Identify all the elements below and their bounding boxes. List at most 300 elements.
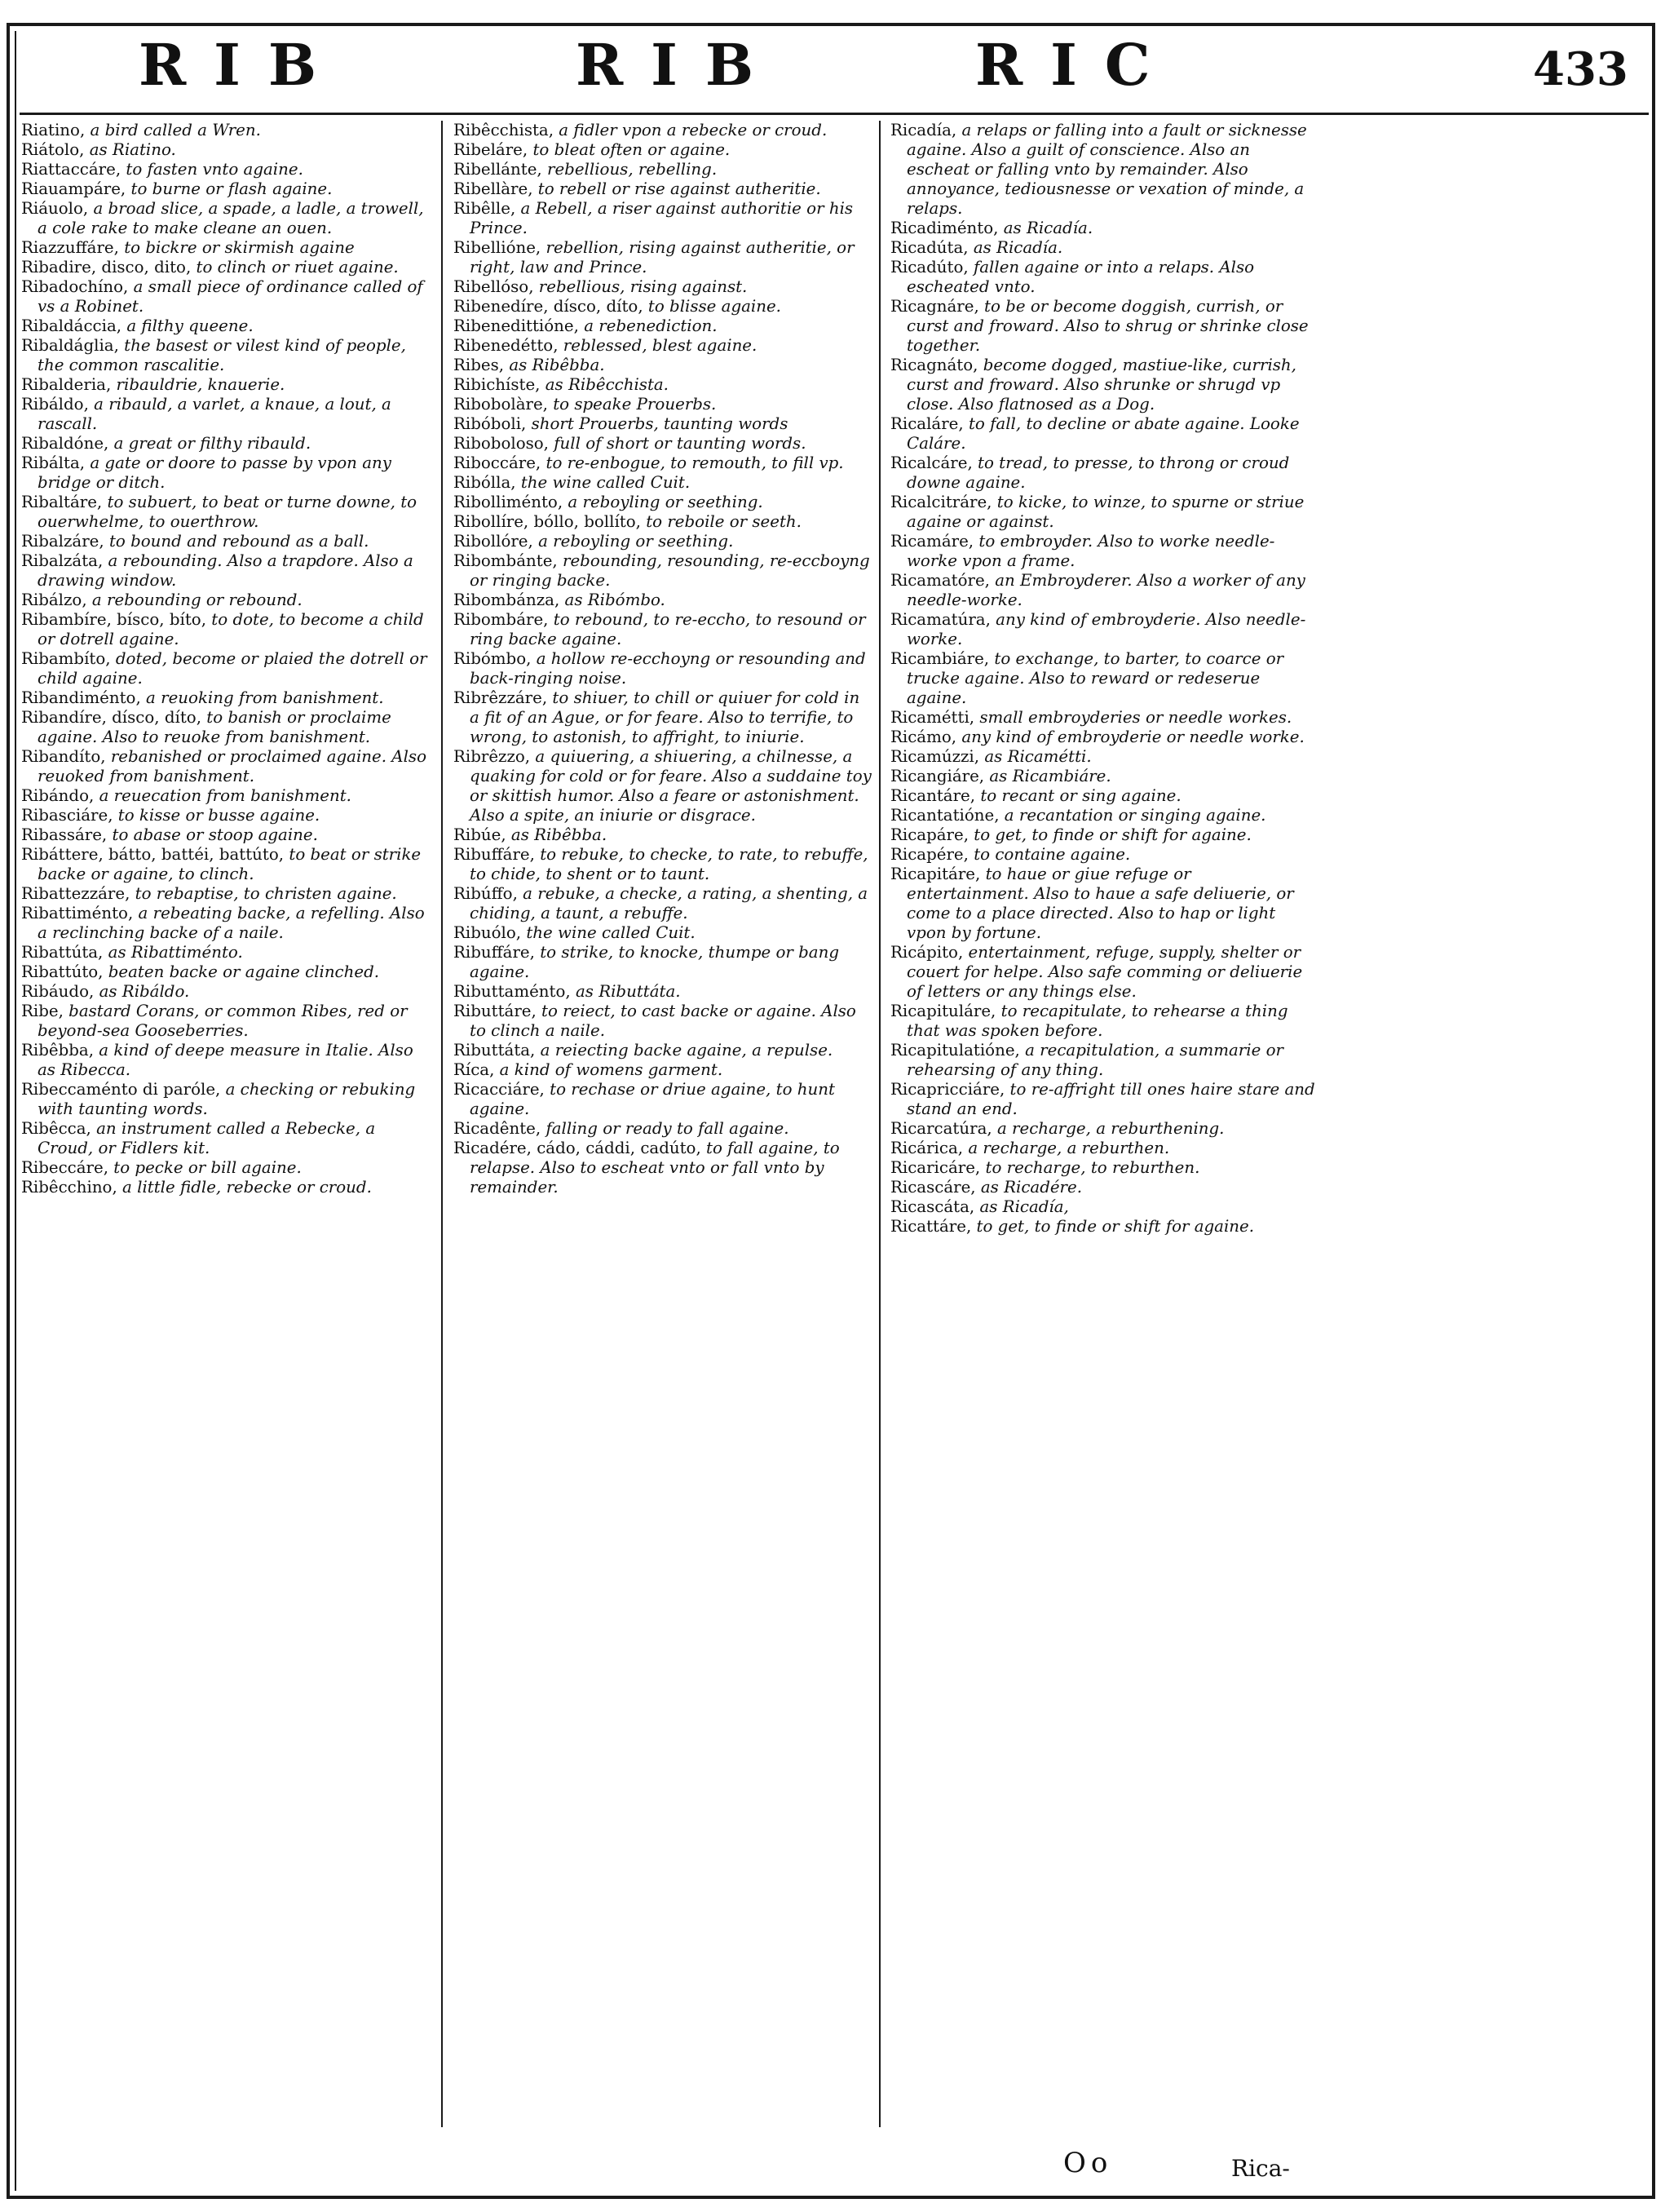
definition: falling or ready to fall againe.: [541, 1119, 789, 1138]
headword: Ricascáta,: [890, 1197, 975, 1216]
dictionary-entry: [453, 375, 872, 395]
definition: to speake Prouerbs.: [547, 395, 717, 414]
column-1: [21, 121, 434, 2135]
definition: an instrument called a Rebecke, a Croud, or Fidlers kit.: [38, 1119, 376, 1157]
headword: Ricapituláre,: [890, 1002, 996, 1020]
dictionary-entry: [453, 747, 872, 825]
headword: Ricaricáre,: [890, 1158, 981, 1177]
headword: Riátolo,: [21, 140, 85, 159]
headword: Ricárica,: [890, 1139, 964, 1157]
dictionary-entry: [21, 1119, 434, 1158]
dictionary-entry: [453, 238, 872, 277]
dictionary-entry: [453, 473, 872, 493]
headword: Ricagnáto,: [890, 356, 978, 374]
headword: Ribrêzzo,: [453, 747, 531, 766]
dictionary-entry: [21, 825, 434, 845]
definition: bastard Corans, or common Ribes, red or beyond-sea Gooseberries.: [38, 1002, 408, 1040]
definition: as Ricadía,: [974, 1197, 1069, 1216]
dictionary-entry: [890, 219, 1318, 238]
dictionary-entry: [890, 610, 1318, 649]
dictionary-entry: [21, 1002, 434, 1041]
definition: as Ricadére.: [975, 1178, 1083, 1197]
definition: to rebuke, to checke, to rate, to rebuffe, to chide, to shent or to taunt.: [470, 845, 868, 883]
dictionary-entry: [21, 532, 434, 551]
dictionary-entry: [21, 1080, 434, 1119]
dictionary-entry: [453, 493, 872, 512]
headword: Ricadiménto,: [890, 219, 999, 237]
definition: rebellion, rising against autheritie, or right, law and Prince.: [470, 238, 855, 276]
dictionary-entry: [453, 591, 872, 610]
definition: rebounding, resounding, re-eccboyng or ringing backe.: [470, 551, 870, 590]
definition: a rebenediction.: [578, 316, 718, 335]
headword: Ribandiménto,: [21, 688, 141, 707]
headword: Ribattúto,: [21, 962, 104, 981]
definition: a ribauld, a varlet, a knaue, a lout, a rascall.: [38, 395, 391, 433]
definition: to rebaptise, to christen againe.: [130, 884, 397, 903]
definition: rebanished or proclaimed againe. Also reuoked from banishment.: [38, 747, 426, 785]
definition: as Ribáldo.: [94, 982, 190, 1001]
headword: Ricagnáre,: [890, 297, 979, 316]
definition: to re-enbogue, to remouth, to fill vp.: [541, 453, 844, 472]
dictionary-entry: [890, 238, 1318, 258]
dictionary-entry: [21, 336, 434, 375]
headword: Ribólla,: [453, 473, 516, 492]
dictionary-entry: [890, 1080, 1318, 1119]
definition: a rebounding or rebound.: [86, 591, 303, 609]
dictionary-entry: [453, 395, 872, 414]
definition: an Embroyderer. Also a worker of any needle-worke.: [907, 571, 1305, 609]
dictionary-entry: [21, 199, 434, 238]
dictionary-entry: [21, 904, 434, 943]
dictionary-entry: [21, 551, 434, 591]
definition: as Ricadía.: [968, 238, 1063, 257]
definition: a hollow re-ecchoyng or resounding and back-ringing noise.: [470, 649, 866, 688]
definition: to recapitulate, to rehearse a thing that was spoken before.: [907, 1002, 1288, 1040]
dictionary-entry: [890, 1158, 1318, 1178]
headword: Ricápito,: [890, 943, 964, 962]
definition: to fall againe, to relapse. Also to escheat vnto or fall vnto by remainder.: [470, 1139, 840, 1197]
dictionary-entry: [453, 160, 872, 179]
definition: as Ribattiménto.: [103, 943, 243, 962]
dictionary-entry: [453, 610, 872, 649]
headword: Ricamúzzi,: [890, 747, 980, 766]
headword: Ribáttere, bátto, battéi, battúto,: [21, 845, 285, 864]
column-divider-1: [441, 121, 443, 2127]
headword: Ribellánte,: [453, 160, 542, 179]
definition: rebellious, rebelling.: [541, 160, 718, 179]
definition: to embroyder. Also to worke needle-worke vpon a frame.: [907, 532, 1275, 570]
headword: Ribollóre,: [453, 532, 533, 551]
headword: Ribómbo,: [453, 649, 532, 668]
headword: Ribúe,: [453, 825, 506, 844]
headword: Ribáudo,: [21, 982, 95, 1001]
headword: Ribúffo,: [453, 884, 518, 903]
dictionary-entry: [453, 551, 872, 591]
dictionary-entry: [21, 375, 434, 395]
page-number: 433: [1533, 42, 1628, 96]
headword: Ribombánza,: [453, 591, 560, 609]
definition: to rebound, to re-eccho, to resound or ring backe againe.: [470, 610, 866, 648]
headword: Ribálzo,: [21, 591, 87, 609]
definition: to tread, to presse, to throng or croud downe againe.: [907, 453, 1290, 492]
definition: a relaps or falling into a fault or sicknesse againe. Also a guilt of conscience. Also an escheat or falling vnto by remainder. Also annoyance, tediousnesse or vexation of minde, a relaps.: [907, 121, 1307, 218]
dictionary-entry: [453, 649, 872, 688]
definition: ribauldrie, knauerie.: [111, 375, 285, 394]
definition: to abase or stoop againe.: [107, 825, 318, 844]
definition: the basest or vilest kind of people, the common rascalitie.: [38, 336, 406, 374]
dictionary-entry: [21, 610, 434, 649]
dictionary-entry: [890, 258, 1318, 297]
definition: full of short or taunting words.: [548, 434, 806, 453]
dictionary-entry: [890, 1197, 1318, 1217]
headword: Ricattáre,: [890, 1217, 972, 1236]
headword: Ricalcitráre,: [890, 493, 992, 511]
headword: Ribêcchista,: [453, 121, 554, 139]
dictionary-entry: [453, 1041, 872, 1060]
headword: Ricalcáre,: [890, 453, 973, 472]
definition: to pecke or bill againe.: [108, 1158, 302, 1177]
dictionary-entry: [890, 865, 1318, 943]
definition: to bound and rebound as a ball.: [104, 532, 369, 551]
headword: Ribalzáta,: [21, 551, 104, 570]
definition: a recharge, a reburthening.: [992, 1119, 1225, 1138]
headword: Riazzuffáre,: [21, 238, 119, 257]
dictionary-entry: [453, 1060, 872, 1080]
dictionary-entry: [453, 1080, 872, 1119]
headword: Ribolliménto,: [453, 493, 563, 511]
headword: Ribêbba,: [21, 1041, 94, 1060]
dictionary-entry: [21, 591, 434, 610]
definition: to reboile or seeth.: [640, 512, 802, 531]
headword: Ricamatúra,: [890, 610, 991, 629]
headword: Ribenedittióne,: [453, 316, 579, 335]
dictionary-entry: [21, 649, 434, 688]
definition: a reboyling or seething.: [563, 493, 763, 511]
dictionary-entry: [21, 708, 434, 747]
headword: Ribenedétto,: [453, 336, 559, 355]
dictionary-entry: [890, 297, 1318, 356]
headword: Ricadére, cádo, cáddi, cadúto,: [453, 1139, 701, 1157]
dictionary-entry: [453, 453, 872, 473]
dictionary-entry: [453, 1119, 872, 1139]
dictionary-entry: [890, 1178, 1318, 1197]
definition: to clinch or riuet againe.: [191, 258, 399, 276]
dictionary-entry: [453, 532, 872, 551]
definition: to burne or flash againe.: [126, 179, 333, 198]
definition: entertainment, refuge, supply, shelter or couert for helpe. Also safe comming or deliuerie of letters or any things else.: [907, 943, 1303, 1001]
headword: Ribuffáre,: [453, 845, 535, 864]
headword: Ribombánte,: [453, 551, 558, 570]
definition: a recantation or singing againe.: [999, 806, 1266, 825]
dictionary-entry: [21, 806, 434, 825]
definition: a reiecting backe againe, a repulse.: [535, 1041, 833, 1060]
definition: a reboyling or seething.: [532, 532, 734, 551]
definition: to exchange, to barter, to coarce or trucke againe. Also to reward or redeserue againe.: [907, 649, 1284, 707]
dictionary-entry: [21, 179, 434, 199]
headword: Ribe,: [21, 1002, 64, 1020]
definition: beaten backe or againe clinched.: [103, 962, 380, 981]
dictionary-entry: [21, 121, 434, 140]
headword: Ribóboli,: [453, 414, 527, 433]
headword: Ribasciáre,: [21, 806, 113, 825]
dictionary-entry: [453, 277, 872, 297]
dictionary-entry: [890, 1217, 1318, 1237]
headword: Ricacciáre,: [453, 1080, 545, 1099]
headword: Ricarcatúra,: [890, 1119, 992, 1138]
dictionary-entry: [890, 649, 1318, 708]
headword: Riattaccáre,: [21, 160, 121, 179]
definition: to fall, to decline or abate againe. Looke Caláre.: [907, 414, 1300, 453]
headword: Ricaláre,: [890, 414, 964, 433]
dictionary-entry: [21, 786, 434, 806]
dictionary-entry: [453, 1002, 872, 1041]
dictionary-entry: [890, 1119, 1318, 1139]
definition: to strike, to knocke, thumpe or bang againe.: [470, 943, 839, 981]
dictionary-entry: [453, 140, 872, 160]
running-head-left: RIB: [139, 31, 345, 99]
headword: Ribálta,: [21, 453, 86, 472]
definition: a little fidle, rebecke or croud.: [117, 1178, 372, 1197]
dictionary-entry: [890, 767, 1318, 786]
dictionary-entry: [21, 1158, 434, 1178]
headword: Ricapitáre,: [890, 865, 981, 883]
dictionary-entry: [453, 179, 872, 199]
headword: Ribandíto,: [21, 747, 106, 766]
headword: Ricapricciáre,: [890, 1080, 1005, 1099]
definition: small embroyderies or needle workes.: [974, 708, 1292, 727]
definition: to get, to finde or shift for againe.: [969, 825, 1252, 844]
dictionary-entry: [890, 825, 1318, 845]
definition: to bleat often or againe.: [528, 140, 731, 159]
dictionary-entry: [453, 1139, 872, 1197]
definition: as Riatino.: [84, 140, 176, 159]
dictionary-entry: [890, 1041, 1318, 1080]
definition: to shiuer, to chill or quiuer for cold in a fit of an Ague, or for feare. Also to terrifie, to wrong, to astonish, to affright, to iniurie.: [470, 688, 860, 746]
headword: Ribattiménto,: [21, 904, 134, 922]
dictionary-entry: [890, 786, 1318, 806]
running-head-right: RIC: [975, 31, 1178, 99]
dictionary-entry: [890, 1139, 1318, 1158]
headword: Ribandíre, dísco, díto,: [21, 708, 201, 727]
definition: as Ricadía.: [998, 219, 1093, 237]
definition: a checking or rebuking with taunting words.: [38, 1080, 416, 1118]
dictionary-entry: [453, 688, 872, 747]
definition: to kisse or busse againe.: [113, 806, 320, 825]
dictionary-entry: [21, 962, 434, 982]
column-divider-2: [879, 121, 881, 2127]
signature-mark: Oo: [1063, 2147, 1113, 2179]
dictionary-entry: [21, 845, 434, 884]
definition: to dote, to become a child or dotrell againe.: [38, 610, 424, 648]
headword: Ribaltáre,: [21, 493, 103, 511]
headword: Ribellióne,: [453, 238, 541, 257]
definition: to blisse againe.: [643, 297, 781, 316]
definition: a gate or doore to passe by vpon any bridge or ditch.: [38, 453, 391, 492]
definition: fallen againe or into a relaps. Also escheated vnto.: [907, 258, 1255, 296]
dictionary-entry: [21, 688, 434, 708]
catchword: Rica-: [1231, 2155, 1290, 2182]
dictionary-entry: [21, 395, 434, 434]
headword: Ribattúta,: [21, 943, 104, 962]
definition: a fidler vpon a rebecke or croud.: [554, 121, 828, 139]
dictionary-entry: [890, 708, 1318, 728]
definition: to fasten vnto againe.: [121, 160, 303, 179]
headword: Ribeccaménto di paróle,: [21, 1080, 221, 1099]
definition: to containe againe.: [968, 845, 1131, 864]
definition: as Ricambiáre.: [984, 767, 1111, 785]
definition: as Ribómbo.: [559, 591, 665, 609]
dictionary-entry: [21, 160, 434, 179]
dictionary-entry: [453, 356, 872, 375]
dictionary-entry: [453, 943, 872, 982]
headword: Ribattezzáre,: [21, 884, 130, 903]
headword: Ribeccáre,: [21, 1158, 108, 1177]
definition: to be or become doggish, currish, or curst and froward. Also to shrug or shrinke close together.: [907, 297, 1309, 355]
dictionary-entry: [21, 453, 434, 493]
headword: Ribaldóne,: [21, 434, 109, 453]
dictionary-entry: [453, 316, 872, 336]
definition: a great or filthy ribauld.: [108, 434, 311, 453]
header-rule: [20, 113, 1649, 115]
definition: as Ributtáta.: [570, 982, 681, 1001]
definition: a kind of deepe measure in Italie. Also as Ribecca.: [38, 1041, 413, 1079]
running-head-middle: RIB: [576, 31, 782, 99]
definition: become dogged, mastiue-like, currish, curst and froward. Also shrunke or shrugd vp close. Also flatnosed as a Dog.: [907, 356, 1296, 414]
dictionary-entry: [453, 884, 872, 923]
definition: to rechase or driue againe, to hunt againe.: [470, 1080, 835, 1118]
dictionary-entry: [890, 532, 1318, 571]
headword: Riboccáre,: [453, 453, 541, 472]
dictionary-entry: [21, 1041, 434, 1080]
dictionary-entry: [453, 434, 872, 453]
definition: reblessed, blest againe.: [558, 336, 757, 355]
headword: Ricadía,: [890, 121, 957, 139]
dictionary-entry: [890, 356, 1318, 414]
dictionary-entry: [453, 297, 872, 316]
definition: to rebell or rise against autheritie.: [532, 179, 821, 198]
definition: a bird called a Wren.: [85, 121, 261, 139]
dictionary-entry: [890, 806, 1318, 825]
dictionary-entry: [890, 728, 1318, 747]
definition: to kicke, to winze, to spurne or striue againe or against.: [907, 493, 1305, 531]
headword: Ribellàre,: [453, 179, 533, 198]
dictionary-entry: [453, 982, 872, 1002]
definition: to subuert, to beat or turne downe, to ouerwhelme, to ouerthrow.: [38, 493, 417, 531]
headword: Riauampáre,: [21, 179, 126, 198]
headword: Ricascáre,: [890, 1178, 976, 1197]
dictionary-entry: [21, 943, 434, 962]
dictionary-entry: [890, 943, 1318, 1002]
headword: Ribaldáglia,: [21, 336, 119, 355]
headword: Ribuólo,: [453, 923, 522, 942]
dictionary-entry: [453, 199, 872, 238]
headword: Ricapitulatióne,: [890, 1041, 1020, 1060]
dictionary-entry: [21, 1178, 434, 1197]
dictionary-entry: [21, 747, 434, 786]
definition: to bickre or skirmish againe: [118, 238, 355, 257]
definition: a recapitulation, a summarie or rehearsing of any thing.: [907, 1041, 1283, 1079]
headword: Ribellóso,: [453, 277, 534, 296]
definition: as Ribêbba.: [506, 825, 607, 844]
definition: rebellious, rising against.: [533, 277, 748, 296]
dictionary-entry: [21, 140, 434, 160]
definition: the wine called Cuit.: [515, 473, 691, 492]
headword: Ributtaménto,: [453, 982, 571, 1001]
dictionary-entry: [890, 571, 1318, 610]
definition: any kind of embroyderie or needle worke.: [956, 728, 1305, 746]
headword: Ricadênte,: [453, 1119, 541, 1138]
headword: Ricadúta,: [890, 238, 969, 257]
definition: to banish or proclaime againe. Also to reuoke from banishment.: [38, 708, 391, 746]
headword: Ribeláre,: [453, 140, 528, 159]
headword: Ricangiáre,: [890, 767, 985, 785]
definition: a kind of womens garment.: [494, 1060, 723, 1079]
dictionary-entry: [890, 453, 1318, 493]
dictionary-entry: [453, 512, 872, 532]
definition: as Ribêbba.: [504, 356, 605, 374]
definition: as Ricamétti.: [979, 747, 1092, 766]
headword: Ribassáre,: [21, 825, 108, 844]
headword: Ricambiáre,: [890, 649, 990, 668]
dictionary-entry: [21, 493, 434, 532]
definition: to haue or giue refuge or entertainment. Also to haue a safe deliuerie, or come to a place directed. Also to hap or light vpon by fortune.: [907, 865, 1294, 942]
headword: Ribollíre, bóllo, bollíto,: [453, 512, 641, 531]
definition: a rebuke, a checke, a rating, a shenting, a chiding, a taunt, a rebuffe.: [470, 884, 868, 922]
headword: Ribêcca,: [21, 1119, 91, 1138]
headword: Riatino,: [21, 121, 86, 139]
definition: to reiect, to cast backe or againe. Also to clinch a naile.: [470, 1002, 856, 1040]
headword: Ribrêzzáre,: [453, 688, 548, 707]
headword: Ribalzáre,: [21, 532, 104, 551]
definition: to re-affright till ones haire stare and stand an end.: [907, 1080, 1315, 1118]
headword: Ribambíre, bísco, bíto,: [21, 610, 207, 629]
headword: Ricamatóre,: [890, 571, 990, 590]
definition: a broad slice, a spade, a ladle, a trowell, a cole rake to make cleane an ouen.: [38, 199, 424, 237]
definition: as Ribêcchista.: [540, 375, 669, 394]
dictionary-entry: [453, 336, 872, 356]
dictionary-entry: [21, 238, 434, 258]
dictionary-entry: [453, 121, 872, 140]
definition: a rebounding. Also a trapdore. Also a drawing window.: [38, 551, 413, 590]
headword: Ricantáre,: [890, 786, 976, 805]
headword: Ribes,: [453, 356, 505, 374]
dictionary-entry: [890, 1002, 1318, 1041]
column-3: [890, 121, 1318, 2135]
headword: Ricantatióne,: [890, 806, 1000, 825]
definition: the wine called Cuit.: [521, 923, 696, 942]
definition: a filthy queene.: [121, 316, 254, 335]
definition: a Rebell, a riser against authoritie or his Prince.: [470, 199, 854, 237]
headword: Ribambíto,: [21, 649, 111, 668]
dictionary-entry: [890, 414, 1318, 453]
definition: a rebeating backe, a refelling. Also a reclinching backe of a naile.: [38, 904, 425, 942]
headword: Ricapáre,: [890, 825, 969, 844]
headword: Riáuolo,: [21, 199, 89, 218]
headword: Ribadochíno,: [21, 277, 129, 296]
headword: Ribobolàre,: [453, 395, 548, 414]
headword: Ribáldo,: [21, 395, 89, 414]
headword: Ribándo,: [21, 786, 95, 805]
headword: Ribalderia,: [21, 375, 112, 394]
headword: Ricadúto,: [890, 258, 969, 276]
headword: Ribêcchino,: [21, 1178, 117, 1197]
dictionary-entry: [453, 825, 872, 845]
headword: Ribombáre,: [453, 610, 549, 629]
dictionary-entry: [453, 845, 872, 884]
definition: to recharge, to reburthen.: [980, 1158, 1200, 1177]
definition: a quiuering, a shiuering, a chilnesse, a quaking for cold or for feare. Also a suddaine toy or skittish humor. Also a feare or astonishment. Also a spite, an iniurie or disgrace.: [470, 747, 872, 825]
headword: Ribadire, disco, dito,: [21, 258, 192, 276]
